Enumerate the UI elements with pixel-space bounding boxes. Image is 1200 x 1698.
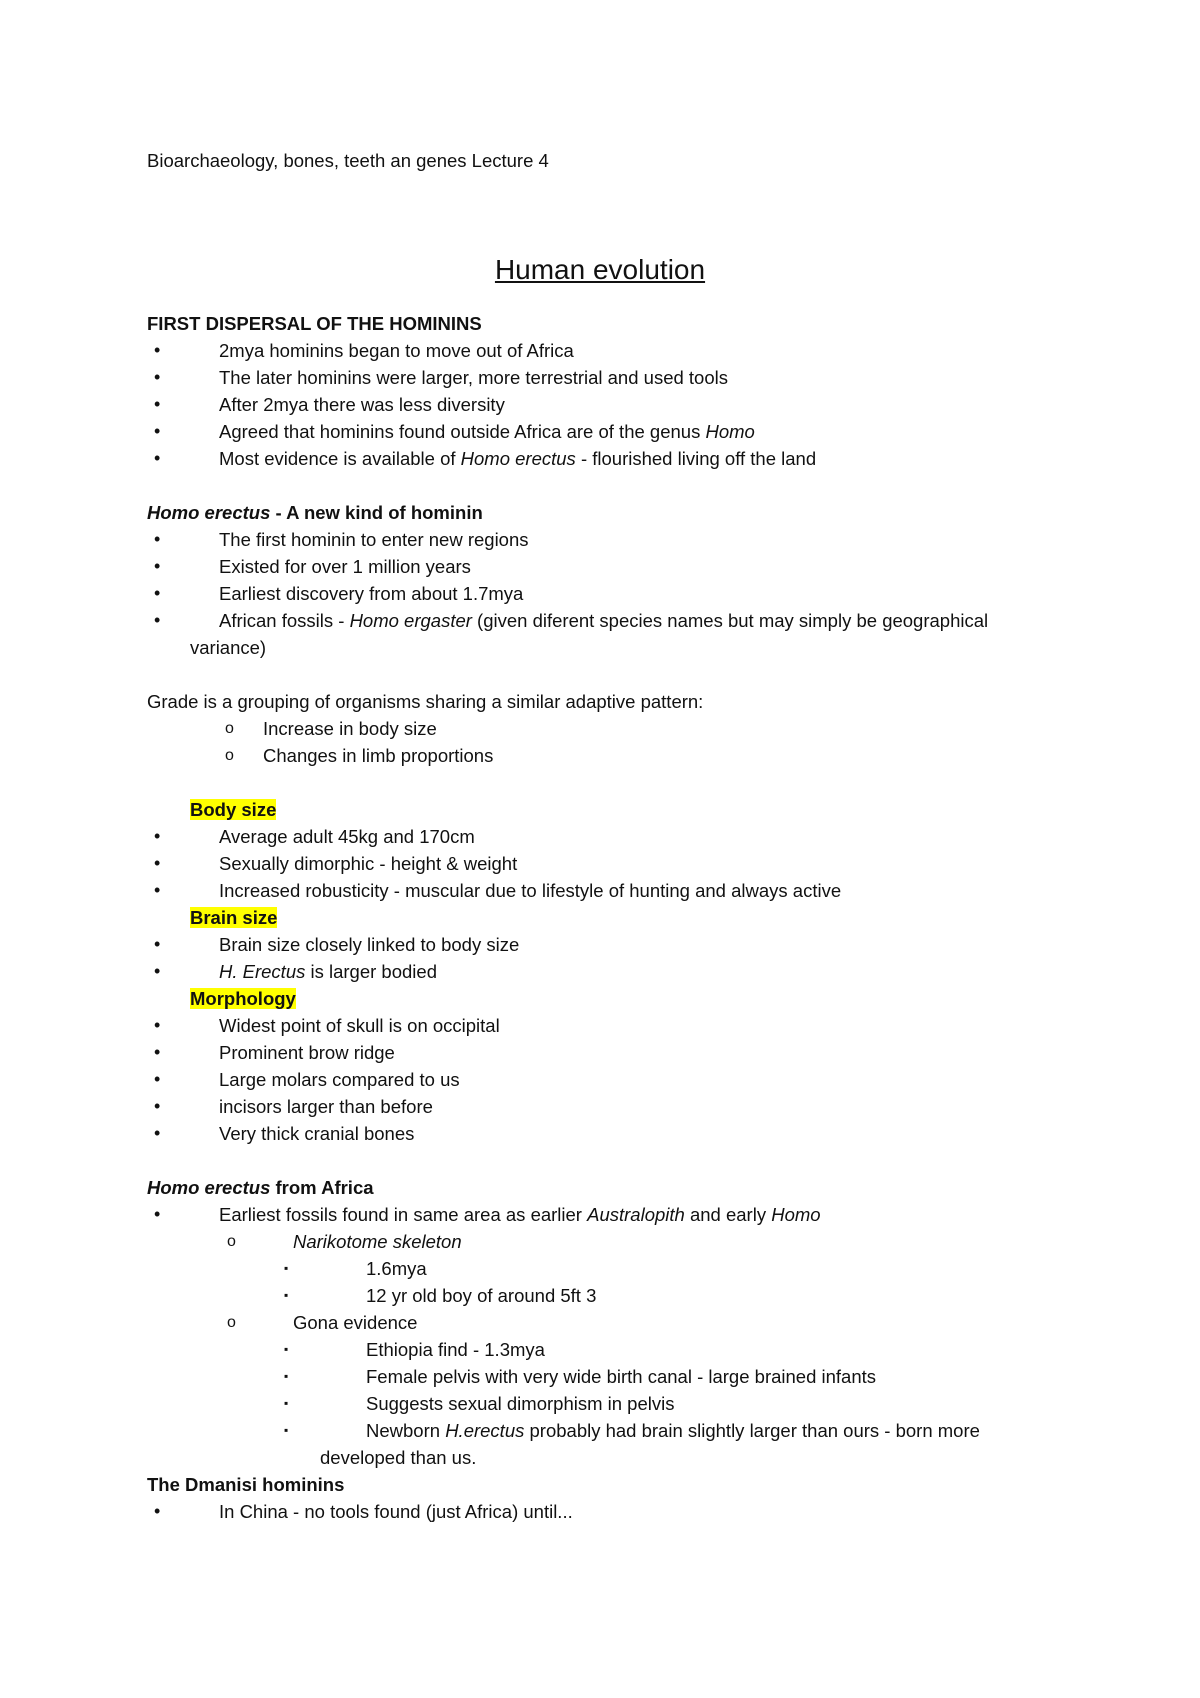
list-item: • African fossils - Homo ergaster (given diferent species names but may simply be geographical [147,607,1067,634]
list-item: • Widest point of skull is on occipital [147,1012,1067,1039]
bullet-icon: • [154,826,161,846]
bullet-icon: • [154,1042,161,1062]
bullet-icon: • [154,1096,161,1116]
circle-bullet-icon: o [225,747,234,764]
list-item: • H. Erectus is larger bodied [147,958,1067,985]
bullet-icon: • [154,583,161,603]
sub-list-item: o Changes in limb proportions [147,742,1067,769]
list-item: • 2mya hominins began to move out of Africa [147,337,1067,364]
grade-definition: Grade is a grouping of organisms sharing a similar adaptive pattern: [147,691,704,712]
document-body [147,310,1067,1525]
section-heading-first-dispersal: FIRST DISPERSAL OF THE HOMININS [147,313,482,334]
bullet-icon: • [154,367,161,387]
subheading-body-size [147,796,1067,823]
bullet-icon: • [154,1501,161,1521]
highlighted-heading: Morphology [190,988,296,1009]
list-item: • The first hominin to enter new regions [147,526,1067,553]
section-heading-erectus-africa: Homo erectus from Africa [147,1177,374,1198]
square-bullet-icon: ▪ [284,1423,289,1437]
list-item-continuation: developed than us. [320,1447,477,1468]
sub-list-item: o Gona evidence [147,1309,1067,1336]
square-bullet-icon: ▪ [284,1342,289,1356]
list-item: • Increased robusticity - muscular due to lifestyle of hunting and always active [147,877,1067,904]
bullet-icon: • [154,394,161,414]
circle-bullet-icon: o [225,720,234,737]
page-title: Human evolution [494,254,706,285]
circle-bullet-icon: o [227,1233,236,1250]
square-bullet-icon: ▪ [284,1396,289,1410]
square-bullet-icon: ▪ [284,1261,289,1275]
list-item: • Average adult 45kg and 170cm [147,823,1067,850]
square-bullet-icon: ▪ [284,1288,289,1302]
list-item: • Large molars compared to us [147,1066,1067,1093]
list-item: • Earliest discovery from about 1.7mya [147,580,1067,607]
bullet-icon: • [154,1069,161,1089]
lecture-header: Bioarchaeology, bones, teeth an genes Lecture 4 [147,150,549,171]
subheading-morphology [147,985,1067,1012]
list-item: • After 2mya there was less diversity [147,391,1067,418]
square-bullet-icon: ▪ [284,1369,289,1383]
circle-bullet-icon: o [227,1314,236,1331]
list-item: • In China - no tools found (just Africa) until... [147,1498,1067,1525]
list-item: • Brain size closely linked to body size [147,931,1067,958]
bullet-icon: • [154,448,161,468]
highlighted-heading: Body size [190,799,277,820]
spacer [147,661,1067,688]
list-item: • Existed for over 1 million years [147,553,1067,580]
list-item: • Sexually dimorphic - height & weight [147,850,1067,877]
subheading-brain-size [147,904,1067,931]
list-item: • Very thick cranial bones [147,1120,1067,1147]
bullet-icon: • [154,1015,161,1035]
sub-sub-list-item: ▪ 12 yr old boy of around 5ft 3 [147,1282,1067,1309]
bullet-icon: • [154,529,161,549]
list-item: • The later hominins were larger, more terrestrial and used tools [147,364,1067,391]
bullet-icon: • [154,853,161,873]
bullet-icon: • [154,880,161,900]
section-heading-dmanisi: The Dmanisi hominins [147,1474,345,1495]
sub-sub-list-item: ▪ Suggests sexual dimorphism in pelvis [147,1390,1067,1417]
spacer [147,769,1067,796]
sub-list-item: o Narikotome skeleton [147,1228,1067,1255]
sub-sub-list-item: ▪ 1.6mya [147,1255,1067,1282]
bullet-icon: • [154,556,161,576]
sub-sub-list-item: ▪ Female pelvis with very wide birth canal - large brained infants [147,1363,1067,1390]
list-item: • incisors larger than before [147,1093,1067,1120]
bullet-icon: • [154,961,161,981]
bullet-icon: • [154,421,161,441]
spacer [147,472,1067,499]
bullet-icon: • [154,340,161,360]
section-heading-homo-erectus: Homo erectus - A new kind of hominin [147,502,483,523]
highlighted-heading: Brain size [190,907,278,928]
list-item-continuation: variance) [190,637,267,658]
sub-sub-list-item: ▪ Newborn H.erectus probably had brain slightly larger than ours - born more [147,1417,1067,1444]
list-item: • Agreed that hominins found outside Africa are of the genus Homo [147,418,1067,445]
list-item: • Earliest fossils found in same area as earlier Australopith and early Homo [147,1201,1067,1228]
list-item: • Prominent brow ridge [147,1039,1067,1066]
list-item: • Most evidence is available of Homo erectus - flourished living off the land [147,445,1067,472]
bullet-icon: • [154,610,161,630]
bullet-icon: • [154,1204,161,1224]
spacer [147,1147,1067,1174]
bullet-icon: • [154,1123,161,1143]
bullet-icon: • [154,934,161,954]
sub-list-item: o Increase in body size [147,715,1067,742]
sub-sub-list-item: ▪ Ethiopia find - 1.3mya [147,1336,1067,1363]
